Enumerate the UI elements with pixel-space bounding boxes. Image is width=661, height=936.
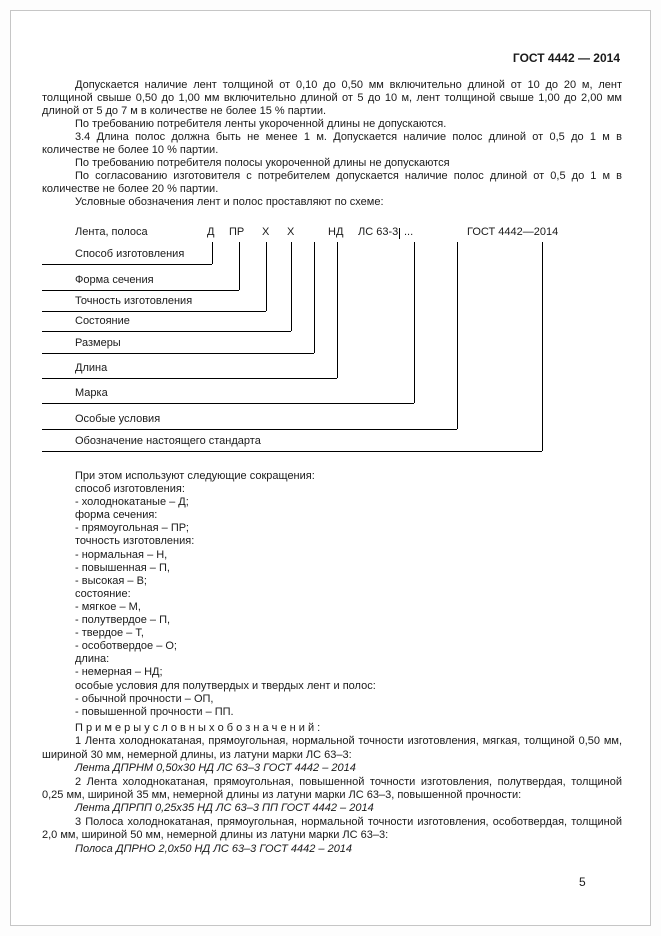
paragraph: По согласованию изготовителя с потребителем допускается наличие полос длиной от 0,5 до 1 м в количестве не более 20 % партии.: [42, 170, 622, 195]
paragraph: 3.4 Длина полос должна быть не менее 1 м. Допускается наличие полос длиной от 0,5 до 1 м в количестве не более 10 % партии.: [42, 131, 622, 156]
standard-number-header: ГОСТ 4442 — 2014: [512, 51, 620, 65]
abbreviation-line: состояние:: [75, 587, 131, 600]
scheme-row-standard: [42, 435, 542, 452]
page-number: 5: [579, 875, 586, 889]
paragraph: Допускается наличие лент толщиной от 0,10 до 0,50 мм включительно длиной от 10 до 20 м, лент толщиной свыше 0,50 до 1,00 мм включительно длиной от 5 до 10 м, лент толщиной свыше 1,00 до 2,00 мм длиной от 5 до 7 м в количестве не более 15 % партии.: [42, 79, 622, 117]
scheme-row-label: Способ изготовления: [75, 248, 185, 260]
paragraph: По требованию потребителя ленты укороченной длины не допускаются.: [75, 118, 447, 130]
abbreviation-line: - нормальная – Н,: [75, 548, 168, 561]
examples-block: [42, 722, 622, 856]
abbreviation-line: способ изготовления:: [75, 483, 185, 496]
example-description: 1 Лента холоднокатаная, прямоугольная, нормальной точности изготовления, мягкая, толщиной 0,50 мм, шириной 30 мм, немерной длины, из латуни марки ЛС 63–3:: [42, 735, 622, 761]
abbreviation-line: - холоднокатаные – Д;: [75, 496, 189, 509]
abbreviation-line: - полутвердое – П,: [75, 614, 171, 627]
scheme-row-method: [42, 248, 212, 265]
abbreviation-line: - высокая – В;: [75, 574, 147, 587]
scheme-item-precision: Х: [262, 226, 270, 238]
scheme-row-special: [42, 413, 457, 430]
scheme-item-special: ...: [404, 226, 414, 238]
abbreviation-line: - повышенная – П,: [75, 561, 170, 574]
example-designation: Лента ДПРПП 0,25х35 НД ЛС 63–3 ПП ГОСТ 4442 – 2014: [75, 802, 374, 815]
connector-line: [457, 242, 458, 429]
scheme-row-label: Форма сечения: [75, 274, 154, 286]
scheme-item-method: Д: [207, 226, 215, 238]
example-description: 3 Полоса холоднокатаная, прямоугольная, нормальной точности изготовления, особотвердая, толщиной 2,0 мм, шириной 50 мм, немерной длины из латуни марки ЛС 63–3:: [42, 815, 622, 842]
abbreviation-line: форма сечения:: [75, 509, 158, 522]
scheme-divider-line: [399, 228, 400, 239]
connector-line: [212, 242, 213, 264]
document-page: [10, 10, 651, 926]
abbreviation-line: - твердое – Т,: [75, 627, 144, 640]
designation-scheme-diagram: [42, 226, 587, 454]
scheme-row-label: Обозначение настоящего стандарта: [75, 435, 261, 447]
connector-line: [314, 242, 315, 353]
paragraph: Условные обозначения лент и полос проставляют по схеме:: [75, 196, 384, 208]
connector-line: [266, 242, 267, 311]
abbreviation-line: длина:: [75, 653, 110, 666]
abbreviation-line: - прямоугольная – ПР;: [75, 522, 189, 535]
scheme-row-section: [42, 274, 239, 291]
scheme-row-label: Длина: [75, 362, 108, 374]
connector-line: [542, 242, 543, 451]
abbreviation-line: точность изготовления:: [75, 535, 195, 548]
scheme-row-label: Размеры: [75, 337, 121, 349]
scheme-row-length: [42, 362, 337, 379]
example-designation: Лента ДПРНМ 0,50х30 НД ЛС 63–3 ГОСТ 4442 – 2014: [75, 762, 356, 775]
connector-line: [337, 242, 338, 378]
examples-heading: П р и м е р ы у с л о в н ы х о б о з н а ч е н и й :: [75, 722, 321, 734]
scheme-item-standard: ГОСТ 4442—2014: [467, 226, 559, 238]
example-designation: Полоса ДПРНО 2,0х50 НД ЛС 63–3 ГОСТ 4442 – 2014: [75, 842, 353, 855]
body-paragraphs: [42, 79, 622, 209]
abbreviations-block: [75, 470, 620, 719]
abbreviation-line: - повышенной прочности – ПП.: [75, 705, 234, 718]
paragraph: По требованию потребителя полосы укороченной длины не допускаются: [75, 157, 450, 169]
connector-line: [414, 242, 415, 403]
abbreviation-line: - особотвердое – О;: [75, 640, 177, 653]
scheme-row-label: Особые условия: [75, 413, 161, 425]
scheme-row-grade: [42, 387, 414, 404]
scheme-item-state: Х: [287, 226, 295, 238]
abbreviation-line: - обычной прочности – ОП,: [75, 692, 214, 705]
scheme-item-product: Лента, полоса: [75, 226, 148, 238]
scheme-row-label: Состояние: [75, 315, 130, 327]
abbreviation-line: - мягкое – М,: [75, 600, 141, 613]
abbreviation-line: - немерная – НД;: [75, 666, 163, 679]
scheme-row-precision: [42, 295, 266, 312]
scheme-row-state: [42, 315, 291, 332]
scheme-item-section: ПР: [229, 226, 245, 238]
scheme-row-dimensions: [42, 337, 314, 354]
example-description: 2 Лента холоднокатаная, прямоугольная, повышенной точности изготовления, полутвердая, толщиной 0,25 мм, шириной 35 мм, немерной длины из латуни марки ЛС 63–3, повышенной прочности:: [42, 775, 622, 802]
connector-line: [291, 242, 292, 331]
scheme-item-length: НД: [328, 226, 344, 238]
connector-line: [239, 242, 240, 290]
scheme-item-grade: ЛС 63-3: [358, 226, 399, 238]
abbreviations-intro: При этом используют следующие сокращения:: [75, 470, 315, 482]
scheme-row-label: Точность изготовления: [75, 295, 193, 307]
scheme-row-label: Марка: [75, 387, 108, 399]
abbreviation-line: особые условия для полутвердых и твердых лент и полос:: [75, 679, 376, 692]
